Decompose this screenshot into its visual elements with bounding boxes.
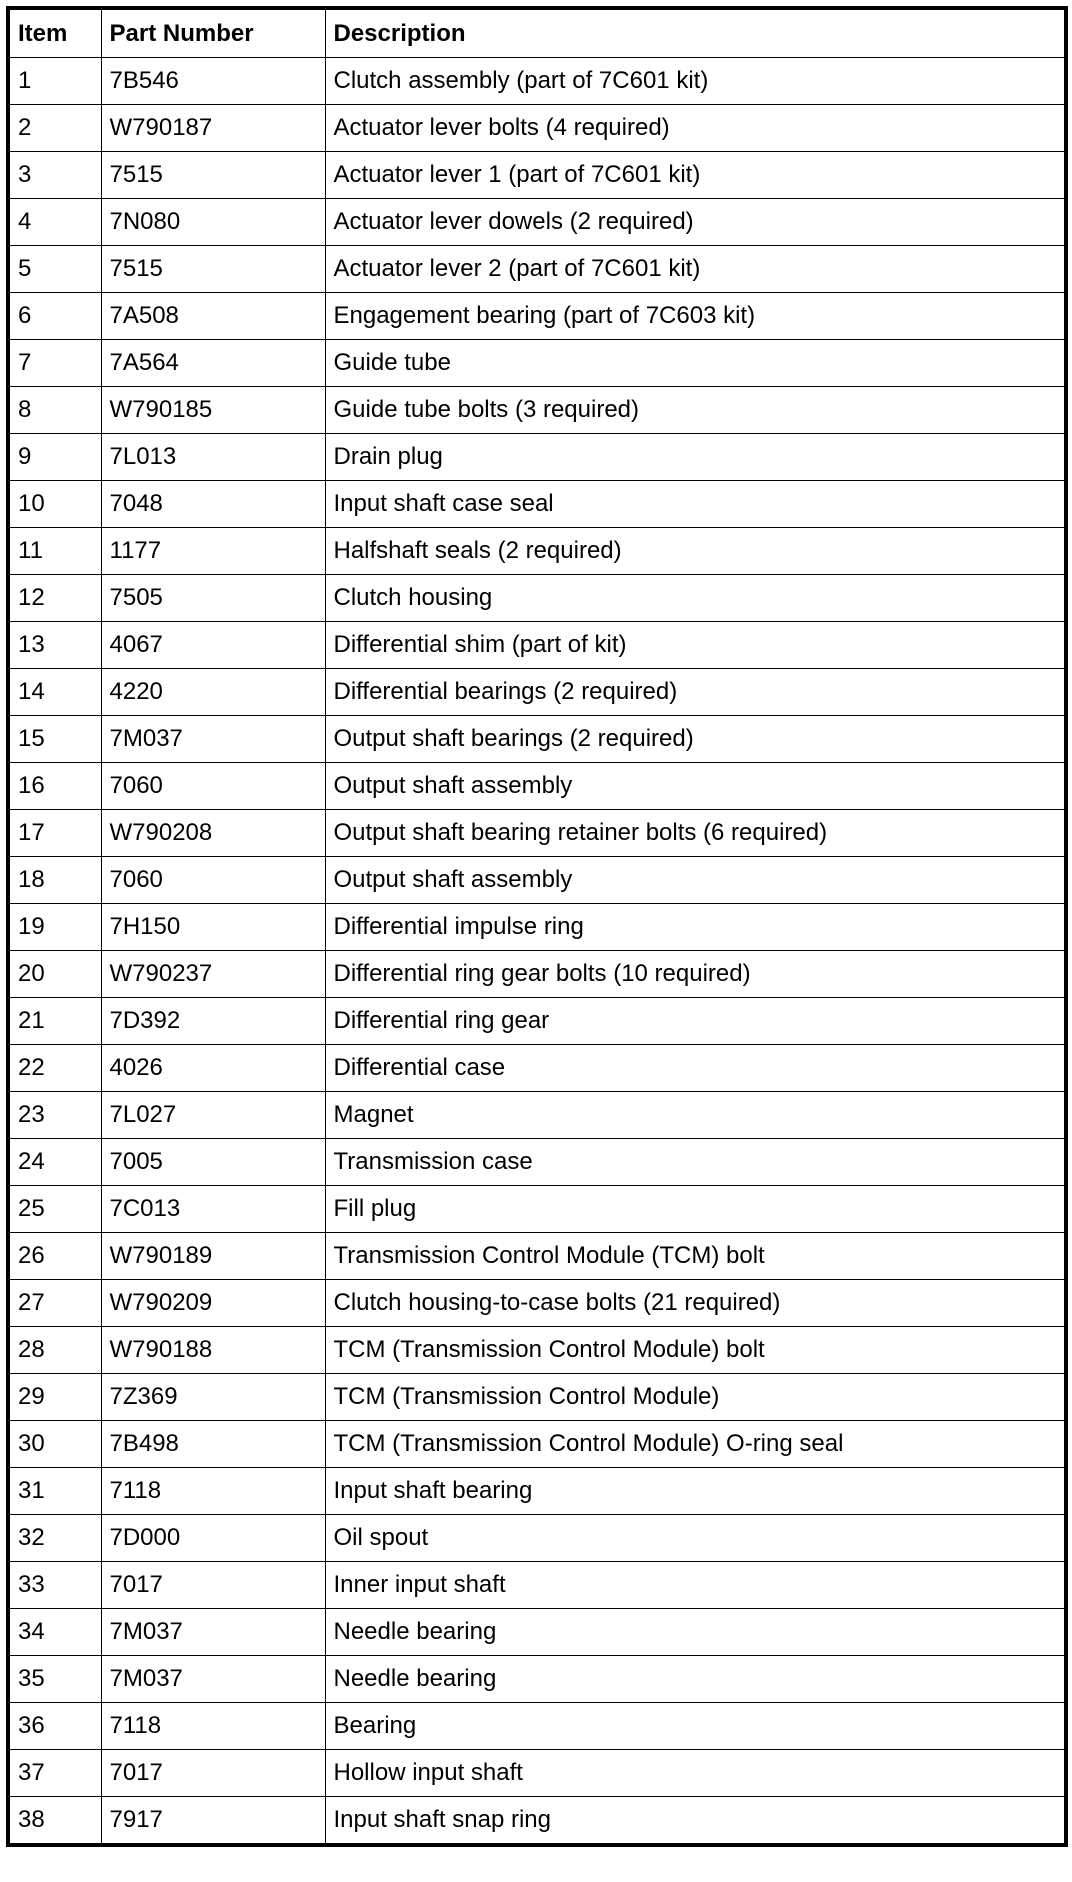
item-cell: 17 — [8, 810, 101, 857]
item-cell: 23 — [8, 1092, 101, 1139]
description-cell: Actuator lever bolts (4 required) — [325, 105, 1066, 152]
description-cell: TCM (Transmission Control Module) O-ring seal — [325, 1421, 1066, 1468]
table-row — [8, 1750, 1066, 1797]
part-number-cell: 7060 — [101, 857, 325, 904]
description-cell: Magnet — [325, 1092, 1066, 1139]
description-cell: Guide tube bolts (3 required) — [325, 387, 1066, 434]
description-cell: TCM (Transmission Control Module) — [325, 1374, 1066, 1421]
description-cell: Output shaft bearings (2 required) — [325, 716, 1066, 763]
item-cell: 5 — [8, 246, 101, 293]
table-header — [8, 8, 1066, 58]
part-number-cell: 7L027 — [101, 1092, 325, 1139]
item-cell: 18 — [8, 857, 101, 904]
table-row — [8, 293, 1066, 340]
description-cell: Output shaft bearing retainer bolts (6 required) — [325, 810, 1066, 857]
description-cell: Clutch housing — [325, 575, 1066, 622]
part-number-cell: 7M037 — [101, 1656, 325, 1703]
item-cell: 37 — [8, 1750, 101, 1797]
table-row — [8, 622, 1066, 669]
part-number-cell: 7A508 — [101, 293, 325, 340]
part-number-cell: 7505 — [101, 575, 325, 622]
table-row — [8, 1797, 1066, 1846]
part-number-cell: W790208 — [101, 810, 325, 857]
part-number-cell: 7118 — [101, 1703, 325, 1750]
description-cell: TCM (Transmission Control Module) bolt — [325, 1327, 1066, 1374]
table-row — [8, 1421, 1066, 1468]
part-number-cell: W790187 — [101, 105, 325, 152]
part-number-cell: 7B498 — [101, 1421, 325, 1468]
table-row — [8, 246, 1066, 293]
table-row — [8, 1092, 1066, 1139]
table-row — [8, 951, 1066, 998]
description-cell: Differential ring gear bolts (10 required) — [325, 951, 1066, 998]
table-row — [8, 857, 1066, 904]
part-number-cell: 7D000 — [101, 1515, 325, 1562]
header-row — [8, 8, 1066, 58]
item-cell: 14 — [8, 669, 101, 716]
table-row — [8, 669, 1066, 716]
table-row — [8, 1280, 1066, 1327]
part-number-cell: 7L013 — [101, 434, 325, 481]
description-cell: Bearing — [325, 1703, 1066, 1750]
description-cell: Output shaft assembly — [325, 857, 1066, 904]
description-cell: Drain plug — [325, 434, 1066, 481]
item-cell: 12 — [8, 575, 101, 622]
table-row — [8, 998, 1066, 1045]
table-row — [8, 1186, 1066, 1233]
item-cell: 30 — [8, 1421, 101, 1468]
table-row — [8, 1656, 1066, 1703]
part-number-cell: 7515 — [101, 152, 325, 199]
header-description: Description — [325, 8, 1066, 58]
part-number-cell: 4220 — [101, 669, 325, 716]
table-row — [8, 1703, 1066, 1750]
description-cell: Output shaft assembly — [325, 763, 1066, 810]
item-cell: 7 — [8, 340, 101, 387]
item-cell: 19 — [8, 904, 101, 951]
part-number-cell: W790209 — [101, 1280, 325, 1327]
part-number-cell: 7017 — [101, 1562, 325, 1609]
item-cell: 6 — [8, 293, 101, 340]
table-row — [8, 152, 1066, 199]
item-cell: 29 — [8, 1374, 101, 1421]
description-cell: Differential case — [325, 1045, 1066, 1092]
table-row — [8, 1233, 1066, 1280]
description-cell: Inner input shaft — [325, 1562, 1066, 1609]
part-number-cell: 7005 — [101, 1139, 325, 1186]
part-number-cell: W790188 — [101, 1327, 325, 1374]
table-row — [8, 1139, 1066, 1186]
table-row — [8, 387, 1066, 434]
description-cell: Actuator lever dowels (2 required) — [325, 199, 1066, 246]
item-cell: 36 — [8, 1703, 101, 1750]
item-cell: 27 — [8, 1280, 101, 1327]
item-cell: 25 — [8, 1186, 101, 1233]
item-cell: 21 — [8, 998, 101, 1045]
description-cell: Clutch assembly (part of 7C601 kit) — [325, 58, 1066, 105]
table-row — [8, 58, 1066, 105]
description-cell: Clutch housing-to-case bolts (21 required) — [325, 1280, 1066, 1327]
table-row — [8, 434, 1066, 481]
part-number-cell: 7118 — [101, 1468, 325, 1515]
part-number-cell: W790237 — [101, 951, 325, 998]
item-cell: 4 — [8, 199, 101, 246]
part-number-cell: 7M037 — [101, 716, 325, 763]
description-cell: Needle bearing — [325, 1609, 1066, 1656]
table-row — [8, 528, 1066, 575]
table-row — [8, 575, 1066, 622]
table-row — [8, 1045, 1066, 1092]
description-cell: Input shaft bearing — [325, 1468, 1066, 1515]
item-cell: 1 — [8, 58, 101, 105]
header-item: Item — [8, 8, 101, 58]
description-cell: Transmission case — [325, 1139, 1066, 1186]
item-cell: 10 — [8, 481, 101, 528]
table-row — [8, 904, 1066, 951]
part-number-cell: 7060 — [101, 763, 325, 810]
table-row — [8, 1562, 1066, 1609]
item-cell: 32 — [8, 1515, 101, 1562]
table-row — [8, 340, 1066, 387]
table-row — [8, 810, 1066, 857]
item-cell: 28 — [8, 1327, 101, 1374]
part-number-cell: W790185 — [101, 387, 325, 434]
description-cell: Differential shim (part of kit) — [325, 622, 1066, 669]
item-cell: 15 — [8, 716, 101, 763]
item-cell: 26 — [8, 1233, 101, 1280]
header-part-number: Part Number — [101, 8, 325, 58]
description-cell: Differential ring gear — [325, 998, 1066, 1045]
item-cell: 35 — [8, 1656, 101, 1703]
item-cell: 33 — [8, 1562, 101, 1609]
table-row — [8, 1468, 1066, 1515]
description-cell: Differential impulse ring — [325, 904, 1066, 951]
part-number-cell: 7C013 — [101, 1186, 325, 1233]
part-number-cell: 7Z369 — [101, 1374, 325, 1421]
part-number-cell: W790189 — [101, 1233, 325, 1280]
item-cell: 34 — [8, 1609, 101, 1656]
part-number-cell: 4026 — [101, 1045, 325, 1092]
table-row — [8, 716, 1066, 763]
item-cell: 31 — [8, 1468, 101, 1515]
item-cell: 2 — [8, 105, 101, 152]
part-number-cell: 7A564 — [101, 340, 325, 387]
table-row — [8, 1374, 1066, 1421]
table-body — [8, 58, 1066, 1846]
part-number-cell: 7N080 — [101, 199, 325, 246]
description-cell: Guide tube — [325, 340, 1066, 387]
description-cell: Actuator lever 1 (part of 7C601 kit) — [325, 152, 1066, 199]
description-cell: Needle bearing — [325, 1656, 1066, 1703]
table-row — [8, 105, 1066, 152]
item-cell: 8 — [8, 387, 101, 434]
description-cell: Engagement bearing (part of 7C603 kit) — [325, 293, 1066, 340]
item-cell: 3 — [8, 152, 101, 199]
part-number-cell: 7H150 — [101, 904, 325, 951]
item-cell: 22 — [8, 1045, 101, 1092]
part-number-cell: 7917 — [101, 1797, 325, 1846]
description-cell: Input shaft snap ring — [325, 1797, 1066, 1846]
part-number-cell: 7017 — [101, 1750, 325, 1797]
part-number-cell: 7M037 — [101, 1609, 325, 1656]
description-cell: Halfshaft seals (2 required) — [325, 528, 1066, 575]
description-cell: Hollow input shaft — [325, 1750, 1066, 1797]
description-cell: Fill plug — [325, 1186, 1066, 1233]
table-row — [8, 1515, 1066, 1562]
part-number-cell: 7D392 — [101, 998, 325, 1045]
table-row — [8, 763, 1066, 810]
item-cell: 16 — [8, 763, 101, 810]
part-number-cell: 7048 — [101, 481, 325, 528]
parts-table — [6, 6, 1068, 1847]
description-cell: Input shaft case seal — [325, 481, 1066, 528]
item-cell: 38 — [8, 1797, 101, 1846]
description-cell: Oil spout — [325, 1515, 1066, 1562]
item-cell: 20 — [8, 951, 101, 998]
part-number-cell: 4067 — [101, 622, 325, 669]
part-number-cell: 1177 — [101, 528, 325, 575]
table-row — [8, 481, 1066, 528]
item-cell: 11 — [8, 528, 101, 575]
description-cell: Actuator lever 2 (part of 7C601 kit) — [325, 246, 1066, 293]
description-cell: Differential bearings (2 required) — [325, 669, 1066, 716]
table-row — [8, 199, 1066, 246]
item-cell: 9 — [8, 434, 101, 481]
item-cell: 13 — [8, 622, 101, 669]
table-row — [8, 1609, 1066, 1656]
description-cell: Transmission Control Module (TCM) bolt — [325, 1233, 1066, 1280]
part-number-cell: 7B546 — [101, 58, 325, 105]
item-cell: 24 — [8, 1139, 101, 1186]
part-number-cell: 7515 — [101, 246, 325, 293]
table-row — [8, 1327, 1066, 1374]
